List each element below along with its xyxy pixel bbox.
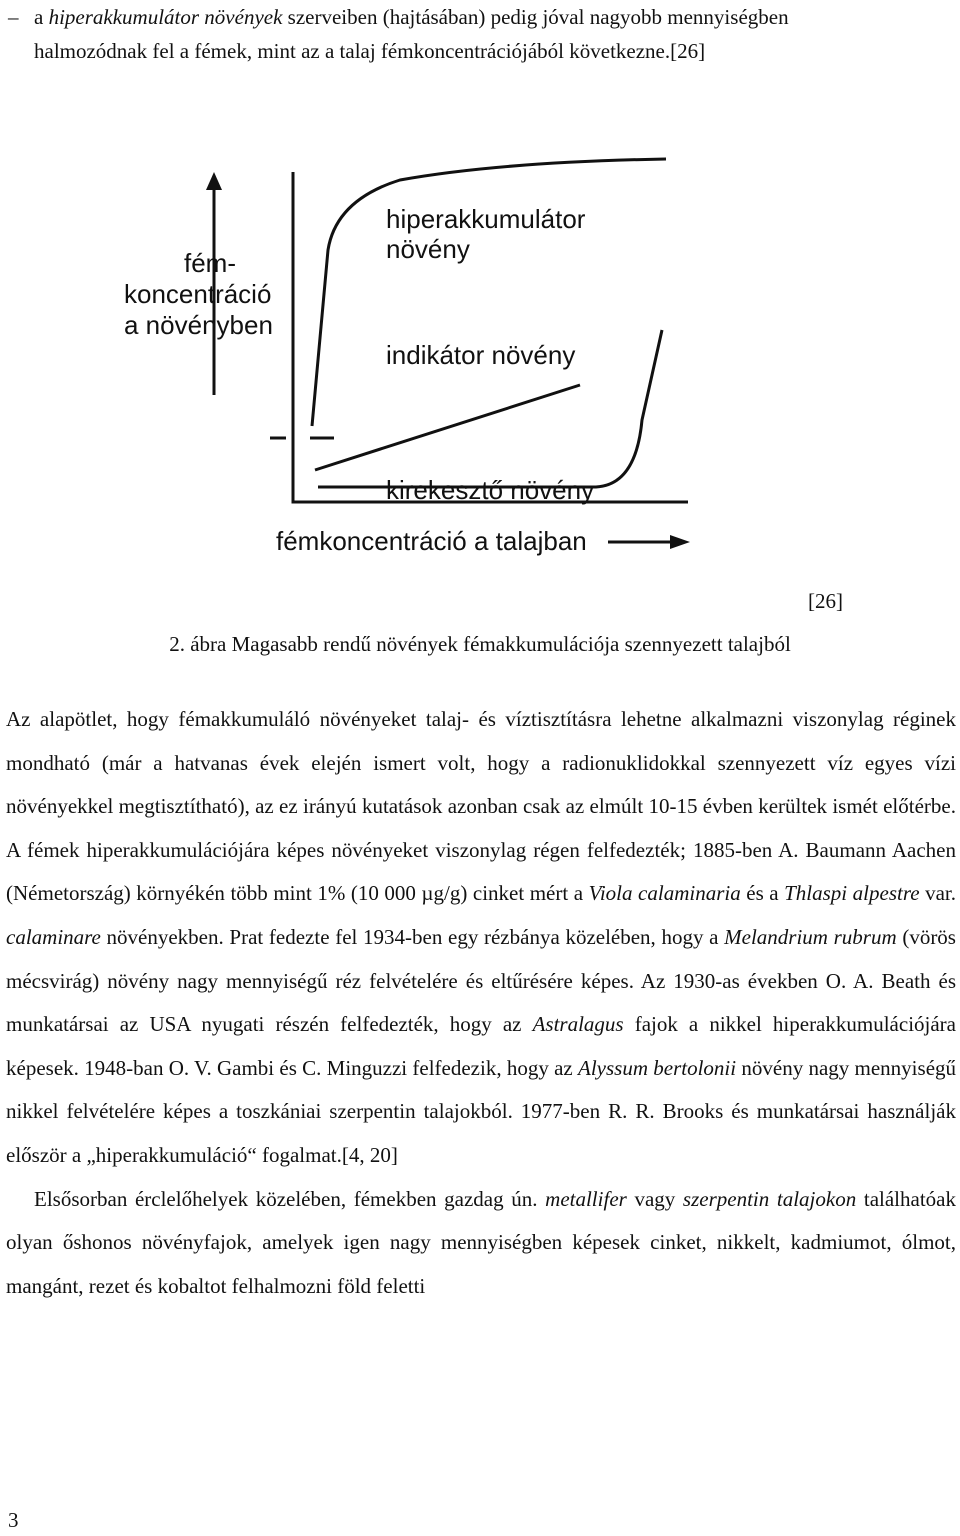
figure-metal-accumulation [0,150,960,570]
indicator-line [315,385,580,470]
figure-caption: 2. ábra Magasabb rendű növények fémakkumulációja szennyezett talajból [169,632,791,656]
y-arrow-head [206,172,222,190]
paragraph-history: Az alapötlet, hogy fémakkumuláló növényeket talaj- és víztisztításra lehetne alkalmazni viszonylag réginek mondható (már a hatvanas évek elején ismert volt, hogy a radionuklidokkal szennyezett víz egyes vízi növényekkel megtisztítható), az ez irányú kutatások azonban csak az elmúlt 10-15 évben kerültek ismét előtérbe. A fémek hiperakkumulációjára képes növényeket viszonylag régen felfedezték; 1885-ben A. Baumann Aachen (Németország) környékén több mint 1% (10 000 µg/g) cinket mért a Viola calaminaria és a Thlaspi alpestre var. calaminare növényekben. Prat fedezte fel 1934-ben egy rézbánya közelében, hogy a Melandrium rubrum (vörös mécsvirág) növény nagy mennyiségű réz felvételére és eltűrésére képes. Az 1930-as években O. A. Beath és munkatársai az USA nyugati részén felfedezték, hogy az Astralagus fajok a nikkel hiperakkumulációjára képesek. 1948-ban O. V. Gambi és C. Minguzzi felfedezik, hogy az Alyssum bertolonii növény nagy mennyiségű nikkel felvételére képes a toszkániai szerpentin talajokból. 1977-ben R. R. Brooks és munkatársai használják először a „hiperakkumuláció“ fogalmat.[4, 20] [6,707,957,1167]
figure-reference: [26] [808,589,843,613]
page-number: 3 [8,1508,19,1532]
italic-term: hiperakkumulátor növények [48,5,283,29]
x-label: fémkoncentráció a talajban [276,526,587,556]
label-excluder: kirekesztő növény [386,475,595,505]
paragraph-habitats: Elsősorban érclelőhelyek közelében, fémekben gazdag ún. metallifer vagy szerpentin talajokon találhatóak olyan őshonos növényfajok, amelyek igen nagy mennyiségben képesek cinket, nikkelt, kadmiumot, ólmot, mangánt, rezet és kobaltot felhalmozni föld feletti [6,1186,956,1298]
x-arrow-head [670,535,690,549]
hyperaccumulator-curve [312,159,666,426]
y-label-line-2: koncentráció [124,279,272,309]
y-label-line-3: a növényben [124,310,273,340]
label-hyperaccumulator-1: hiperakkumulátor [386,204,586,234]
y-label-line-1: fém- [184,248,236,278]
intro-line-1: – a hiperakkumulátor növények szerveiben (hajtásában) pedig jóval nagyobb mennyiségben [8,0,956,34]
label-indicator: indikátor növény [386,340,576,370]
intro-line-2: halmozódnak fel a fémek, mint az a talaj fémkoncentrációjából következne.[26] [34,39,706,63]
label-hyperaccumulator-2: növény [386,234,470,264]
intro-list-item [8,0,956,68]
figure-diagram [0,150,960,570]
bullet-dash: – [8,5,19,29]
body-text [6,698,956,1308]
